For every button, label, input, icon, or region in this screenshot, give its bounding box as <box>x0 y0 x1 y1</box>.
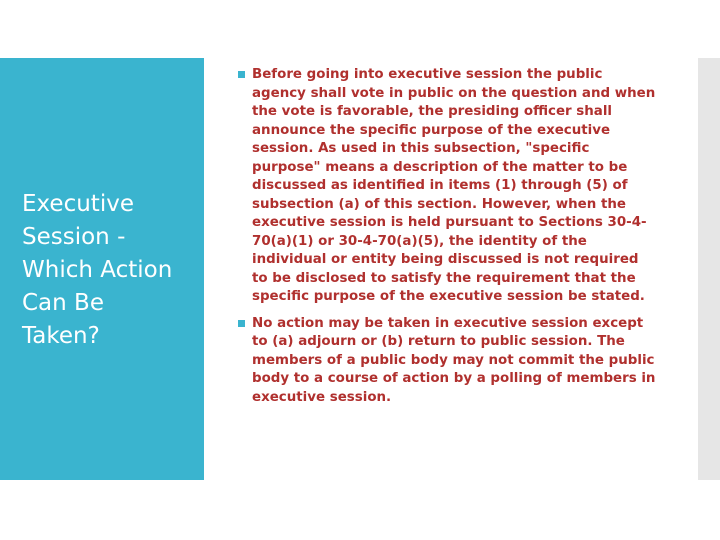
square-bullet-icon <box>238 320 245 327</box>
square-bullet-icon <box>238 71 245 78</box>
bullet-item <box>238 66 656 307</box>
bullet-item <box>238 315 656 408</box>
bullet-text: No action may be taken in executive session except to (a) adjourn or (b) return to public session. The members of a public body may not commit the public body to a course of action by a polling of members in executive session. <box>252 315 656 405</box>
slide-content <box>238 66 656 415</box>
side-accent-bar <box>698 58 720 480</box>
slide-title: Executive Session - Which Action Can Be Taken? <box>22 191 173 349</box>
bullet-text: Before going into executive session the public agency shall vote in public on the question and when the vote is favorable, the presiding officer shall announce the specific purpose of the executive session. As used in this subsection, "specific purpose" means a description of the matter to be discussed as identified in items (1) through (5) of subsection (a) of this section. However, when the executive session is held pursuant to Sections 30-4-70(a)(1) or 30-4-70(a)(5), the identity of the individual or entity being discussed is not required to be disclosed to satisfy the requirement that the specific purpose of the executive session be stated. <box>252 67 656 304</box>
